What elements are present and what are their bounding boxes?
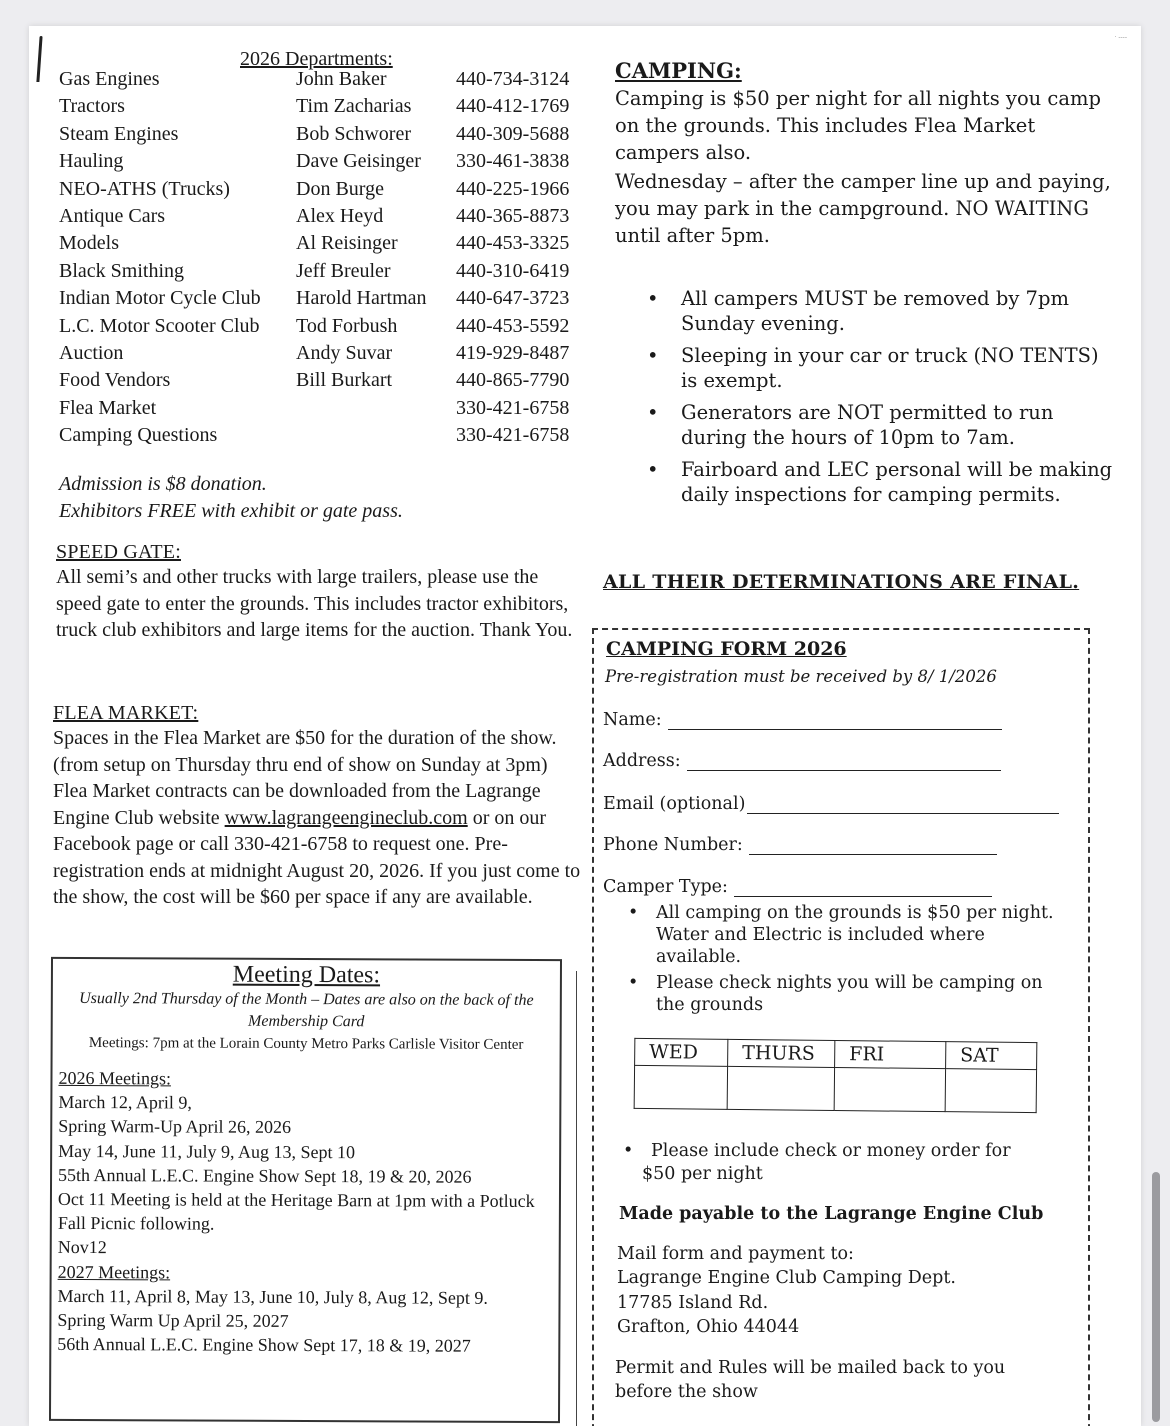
night-checkbox-fri[interactable]: [834, 1067, 945, 1111]
meeting-date-line: Oct 11 Meeting is held at the Heritage Barn at 1pm with a Potluck Fall Picnic following.: [57, 1188, 535, 1234]
department-contact: Al Reisinger: [296, 232, 398, 255]
department-phone: 330-421-6758: [456, 424, 570, 447]
meeting-date-line: Nov12: [57, 1237, 107, 1258]
department-name: Black Smithing: [59, 259, 184, 282]
stray-pen-mark: [36, 36, 42, 82]
department-contact: Andy Suvar: [296, 341, 393, 364]
camping-rule-text: Fairboard and LEC personal will be making daily inspections for camping permits.: [681, 458, 1113, 506]
phone-label: Phone Number:: [603, 835, 743, 855]
permit-note: Permit and Rules will be mailed back to you before the show: [615, 1358, 1006, 1402]
payment-note-line-1: Please include check or money order for: [651, 1141, 1011, 1161]
name-label: Name:: [603, 710, 662, 730]
department-contact: Dave Geisinger: [296, 150, 421, 173]
department-contact: Bob Schworer: [296, 122, 411, 145]
bullet-icon: •: [628, 903, 639, 923]
phone-input-line[interactable]: [749, 836, 997, 855]
department-contact: Harold Hartman: [296, 287, 427, 310]
department-name: Indian Motor Cycle Club: [59, 287, 261, 310]
department-name: Flea Market: [59, 396, 157, 419]
bullet-icon: •: [647, 401, 659, 424]
department-name: L.C. Motor Scooter Club: [59, 314, 260, 337]
nights-checklist-table: [634, 1038, 1038, 1113]
camping-rule: [647, 343, 1117, 393]
department-contact: Bill Burkart: [296, 369, 393, 392]
camping-form-note-text: Please check nights you will be camping on the grounds: [656, 973, 1043, 1015]
camper-type-field[interactable]: [603, 877, 992, 897]
payment-note-line-2: $50 per night: [642, 1164, 763, 1184]
speed-gate-heading: SPEED GATE:: [56, 541, 181, 563]
name-input-line[interactable]: [668, 711, 1002, 730]
exhibitors-note: Exhibitors FREE with exhibit or gate pass.: [59, 500, 403, 522]
department-contact: Jeff Breuler: [296, 259, 391, 282]
department-name: Gas Engines: [59, 68, 160, 90]
document-page: [29, 26, 1141, 1426]
address-field[interactable]: [603, 751, 1001, 771]
department-name: Camping Questions: [59, 424, 218, 447]
speed-gate-body: All semi’s and other trucks with large trailers, please use the speed gate to enter the grounds. This includes tractor exhibitors, truck club exhibitors and large items for the auction. Thank You.: [56, 566, 573, 641]
meeting-dates-title: Meeting Dates:: [232, 961, 381, 989]
camping-form-notes: [628, 902, 1068, 1020]
camping-rule: [647, 457, 1117, 507]
night-label-fri: FRI: [835, 1040, 946, 1068]
department-name: NEO-ATHS (Trucks): [59, 177, 230, 200]
mail-line: Lagrange Engine Club Camping Dept.: [617, 1268, 956, 1289]
phone-field[interactable]: [603, 835, 997, 855]
department-name: Steam Engines: [59, 122, 179, 145]
department-phone: 440-365-8873: [456, 204, 570, 227]
departments-title: 2026 Departments:: [240, 48, 393, 70]
night-checkbox-sat[interactable]: [945, 1069, 1036, 1113]
address-input-line[interactable]: [687, 752, 1001, 771]
meeting-date-line: March 11, April 8, May 13, June 10, July 8, Aug 12, Sept 9.: [57, 1285, 488, 1308]
bullet-icon: •: [647, 287, 659, 310]
bullet-icon: •: [623, 1141, 634, 1161]
email-input-line[interactable]: [747, 795, 1059, 814]
bullet-icon: •: [647, 344, 659, 367]
column-divider: [576, 971, 577, 1426]
meeting-date-line: 56th Annual L.E.C. Engine Show Sept 17, 18 & 19, 2027: [57, 1334, 471, 1356]
department-phone: 330-461-3838: [456, 150, 570, 173]
meeting-dates-subtitle: Usually 2nd Thursday of the Month – Dates are also on the back of the Membership Card: [79, 990, 534, 1031]
department-name: Models: [59, 232, 119, 255]
meeting-dates-box: [49, 957, 562, 1423]
camping-heading: CAMPING:: [615, 58, 742, 83]
camper-type-label: Camper Type:: [603, 877, 728, 897]
address-label: Address:: [603, 751, 681, 771]
camping-form-note: [628, 902, 1068, 968]
night-label-thurs: THURS: [728, 1039, 835, 1067]
camping-rules-list: [647, 286, 1117, 514]
department-phone: 440-734-3124: [456, 68, 570, 90]
department-contact: Don Burge: [296, 177, 384, 200]
flea-market-text-1: Spaces in the Flea Market are $50 for the duration of the show. (from setup on Thursday thru end of show on Sunday at 3pm) Flea Market contracts can be downloaded from the Lagrange Engine Club website: [53, 727, 557, 829]
department-name: Hauling: [59, 150, 124, 173]
department-phone: 440-412-1769: [456, 95, 570, 118]
mail-line: Mail form and payment to:: [617, 1244, 854, 1264]
name-field[interactable]: [603, 710, 1002, 730]
meeting-date-line: Spring Warm-Up April 26, 2026: [58, 1116, 292, 1138]
bullet-icon: •: [647, 458, 659, 481]
department-contact: Alex Heyd: [296, 204, 384, 227]
payable-to-note: Made payable to the Lagrange Engine Club: [619, 1204, 1044, 1224]
meetings-2027-list: [57, 1284, 558, 1359]
camping-rule-text: All campers MUST be removed by 7pm Sunday evening.: [681, 287, 1069, 335]
department-phone: 440-865-7790: [456, 369, 570, 392]
mail-line: Grafton, Ohio 44044: [617, 1317, 800, 1338]
admission-note: [59, 471, 403, 525]
camping-form-title: CAMPING FORM 2026: [606, 638, 847, 660]
meeting-date-line: March 12, April 9,: [58, 1092, 192, 1113]
camping-form-note: [628, 972, 1068, 1016]
camping-rule-text: Sleeping in your car or truck (NO TENTS) is exempt.: [681, 344, 1099, 392]
email-label: Email (optional): [603, 794, 746, 814]
page-corner-mark: · ----: [1114, 34, 1127, 41]
meeting-location: Meetings: 7pm at the Lorain County Metro Parks Carlisle Visitor Center: [88, 1035, 524, 1053]
camping-form-deadline: Pre-registration must be received by 8/ 1/2026: [605, 667, 997, 686]
department-name: Antique Cars: [59, 204, 166, 227]
night-checkbox-wed[interactable]: [634, 1065, 727, 1109]
camping-form: [592, 628, 1090, 1426]
meeting-date-line: May 14, June 11, July 9, Aug 13, Sept 10: [58, 1140, 356, 1162]
meetings-2026-heading: 2026 Meetings:: [58, 1067, 172, 1089]
camping-rule: [647, 400, 1117, 450]
department-name: Tractors: [59, 95, 125, 118]
meeting-list: [51, 1066, 559, 1359]
camping-para-1: Camping is $50 per night for all nights you camp on the grounds. This includes Flea Market campers also.: [615, 87, 1101, 164]
department-contact: Tod Forbush: [296, 314, 398, 337]
speed-gate-section: [56, 541, 576, 644]
camping-para-2: Wednesday – after the camper line up and paying, you may park in the campground. NO WAITING until after 5pm.: [615, 170, 1111, 247]
department-phone: 440-453-3325: [456, 232, 570, 255]
flea-market-text-2: or on our Facebook page or call 330-421-6758 to request one. Pre-registration ends at midnight August 20, 2026. If you just come to the show, the cost will be $60 per space if any are available.: [53, 806, 581, 908]
meetings-2027-heading: 2027 Meetings:: [57, 1261, 171, 1283]
mailing-address: [617, 1242, 956, 1340]
night-label-sat: SAT: [946, 1042, 1037, 1070]
camping-rule: [647, 286, 1117, 336]
department-phone: 440-309-5688: [456, 122, 570, 145]
department-phone: 419-929-8487: [456, 341, 570, 364]
club-website-link[interactable]: www.lagrangeengineclub.com: [224, 806, 468, 829]
meeting-date-line: Spring Warm Up April 25, 2027: [57, 1309, 289, 1331]
meeting-date-line: 55th Annual L.E.C. Engine Show Sept 18, 19 & 20, 2026: [58, 1164, 472, 1187]
camper-type-input-line[interactable]: [734, 878, 992, 897]
flea-market-section: [53, 702, 583, 911]
department-contact: Tim Zacharias: [296, 95, 412, 118]
department-phone: 440-453-5592: [456, 314, 570, 337]
payment-note: [623, 1140, 1043, 1186]
nights-header-row: [635, 1038, 1037, 1069]
flea-market-heading: FLEA MARKET:: [53, 702, 199, 724]
admission-price: Admission is $8 donation.: [59, 473, 267, 495]
department-phone: 330-421-6758: [456, 396, 570, 419]
nights-checkbox-row: [634, 1065, 1036, 1112]
camping-form-note-text: All camping on the grounds is $50 per night. Water and Electric is included where available.: [656, 903, 1054, 967]
department-contact: John Baker: [296, 68, 387, 90]
department-phone: 440-225-1966: [456, 177, 570, 200]
scrollbar-thumb[interactable]: [1152, 1172, 1160, 1422]
email-field[interactable]: [603, 794, 1059, 814]
camping-section: [615, 58, 1115, 249]
department-name: Auction: [59, 341, 124, 364]
night-label-wed: WED: [635, 1038, 728, 1066]
department-phone: 440-647-3723: [456, 287, 570, 310]
bullet-icon: •: [628, 973, 639, 993]
department-name: Food Vendors: [59, 369, 171, 392]
department-phone: 440-310-6419: [456, 259, 570, 282]
flea-market-body: [53, 725, 583, 911]
final-determinations-note: ALL THEIR DETERMINATIONS ARE FINAL.: [603, 571, 1080, 593]
meetings-2026-list: [58, 1090, 560, 1262]
night-checkbox-thurs[interactable]: [727, 1066, 834, 1110]
camping-rule-text: Generators are NOT permitted to run during the hours of 10pm to 7am.: [681, 401, 1054, 449]
mail-line: 17785 Island Rd.: [617, 1292, 769, 1313]
